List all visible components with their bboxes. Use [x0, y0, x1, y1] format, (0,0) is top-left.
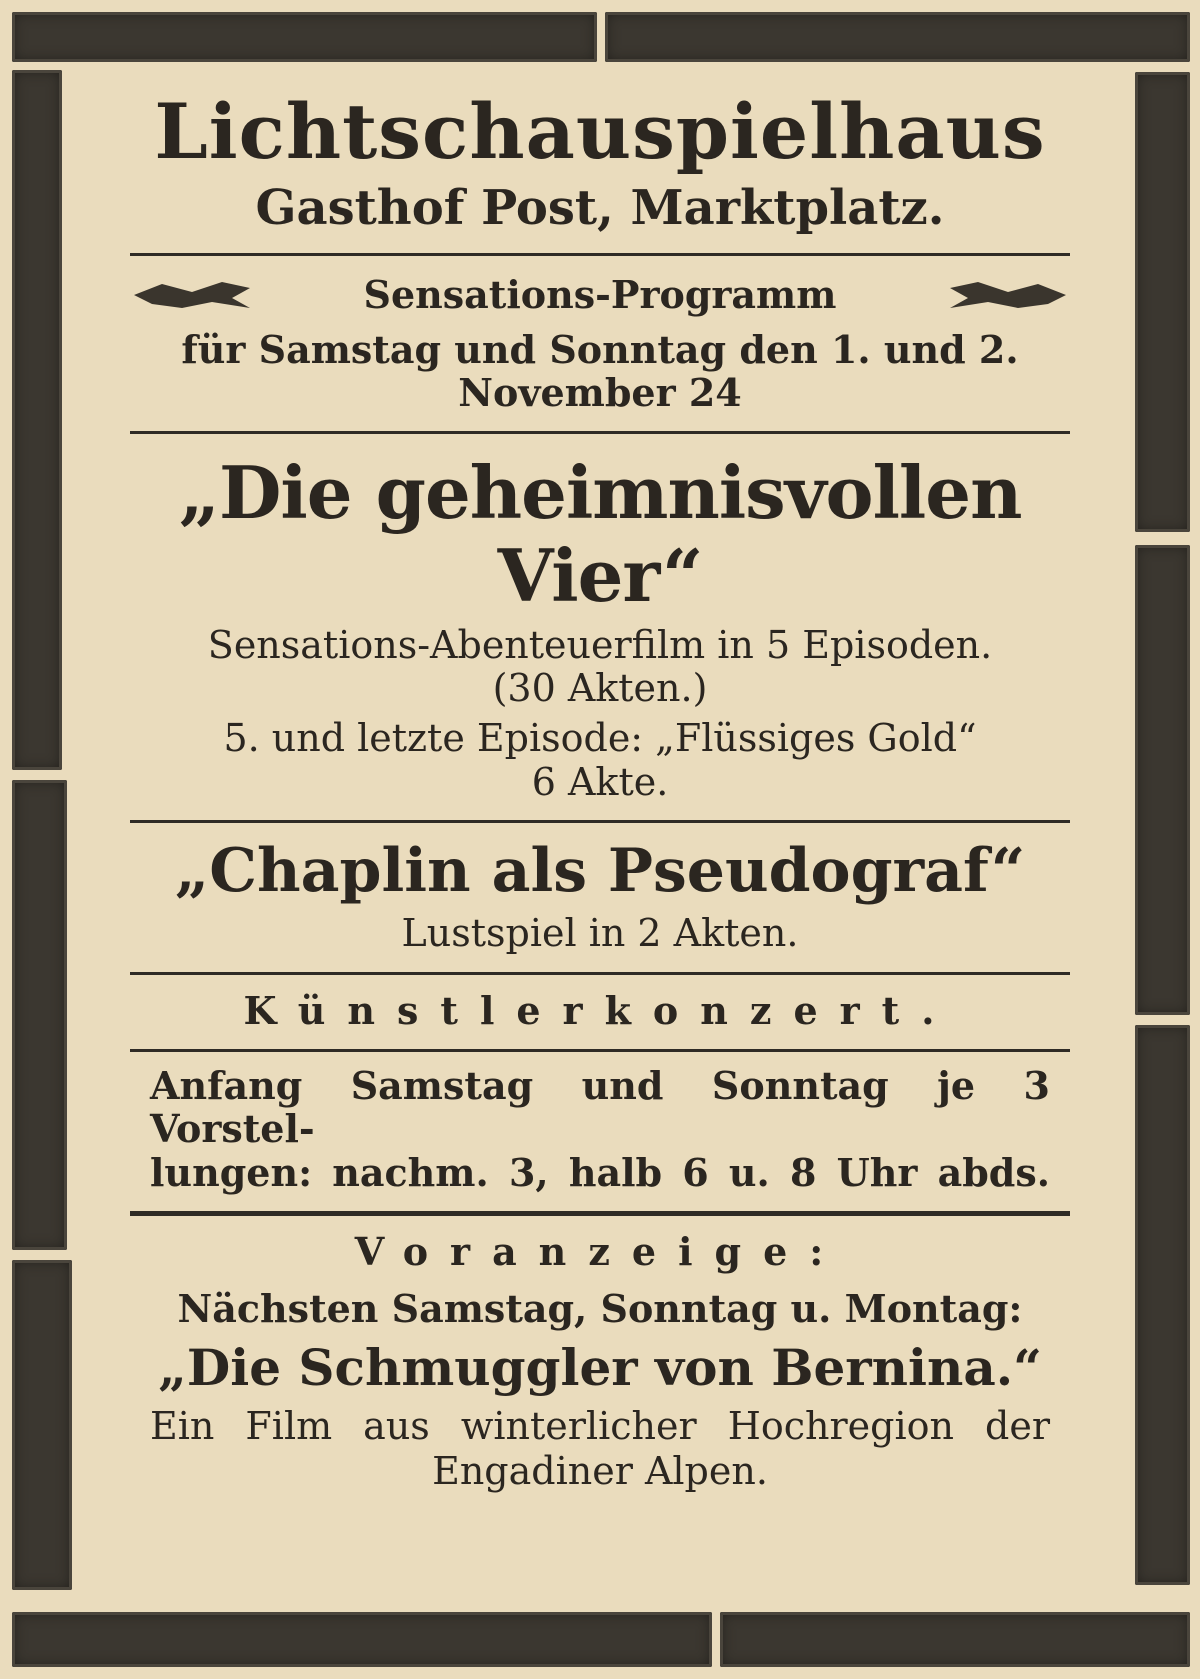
border-left-middle [12, 780, 67, 1250]
divider-1 [130, 253, 1070, 256]
feature-acts: (30 Akten.) [492, 666, 708, 711]
border-right-lower [1135, 1025, 1190, 1585]
preview-label: Voranzeige: [354, 1228, 846, 1274]
schedule-line-1: Anfang Samstag und Sonntag je 3 Vorstel- [150, 1062, 1050, 1152]
preview-title: „Die Schmuggler von Bernina.“ [158, 1338, 1042, 1398]
preview-description-end: Engadiner Alpen. [432, 1449, 768, 1494]
border-top-left [12, 12, 597, 62]
border-left-lower [12, 1260, 72, 1590]
schedule-line-2: lungen: nachm. 3, halb 6 u. 8 Uhr abds. [150, 1150, 1050, 1196]
comedy-description: Lustspiel in 2 Akten. [401, 911, 799, 956]
border-left-upper [12, 70, 62, 770]
divider-5 [130, 1049, 1070, 1052]
feature-episode-acts: 6 Akte. [531, 759, 669, 804]
ad-content [120, 70, 1080, 1494]
border-right-middle [1135, 545, 1190, 1015]
preview-dates: Nächsten Samstag, Sonntag u. Montag: [177, 1286, 1023, 1332]
border-right-upper [1135, 72, 1190, 532]
ornament-left-icon [132, 278, 252, 312]
program-header [120, 268, 1080, 322]
border-bottom-left [12, 1612, 712, 1667]
border-top-right [605, 12, 1190, 62]
feature-description: Sensations-Abenteuerfilm in 5 Episoden. [207, 622, 993, 667]
border-bottom-right [720, 1612, 1190, 1667]
program-label: Sensations-Programm [363, 271, 837, 317]
feature-title: „Die geheimnisvollen Vier“ [178, 449, 1022, 618]
divider-2 [130, 431, 1070, 434]
cinema-name: Lichtschauspielhaus [154, 87, 1046, 176]
ornament-right-icon [948, 278, 1068, 312]
divider-3 [130, 820, 1070, 823]
program-month: November 24 [458, 370, 742, 416]
divider-4 [130, 972, 1070, 975]
venue-address: Gasthof Post, Marktplatz. [255, 180, 945, 237]
concert-label: Künstlerkonzert. [243, 987, 957, 1033]
comedy-title: „Chaplin als Pseudograf“ [174, 836, 1026, 907]
divider-6 [130, 1211, 1070, 1216]
program-dates: für Samstag und Sonntag den 1. und 2. [181, 326, 1019, 372]
preview-description: Ein Film aus winterlicher Hochregion der [150, 1403, 1050, 1448]
feature-episode: 5. und letzte Episode: „Flüssiges Gold“ [223, 715, 977, 760]
